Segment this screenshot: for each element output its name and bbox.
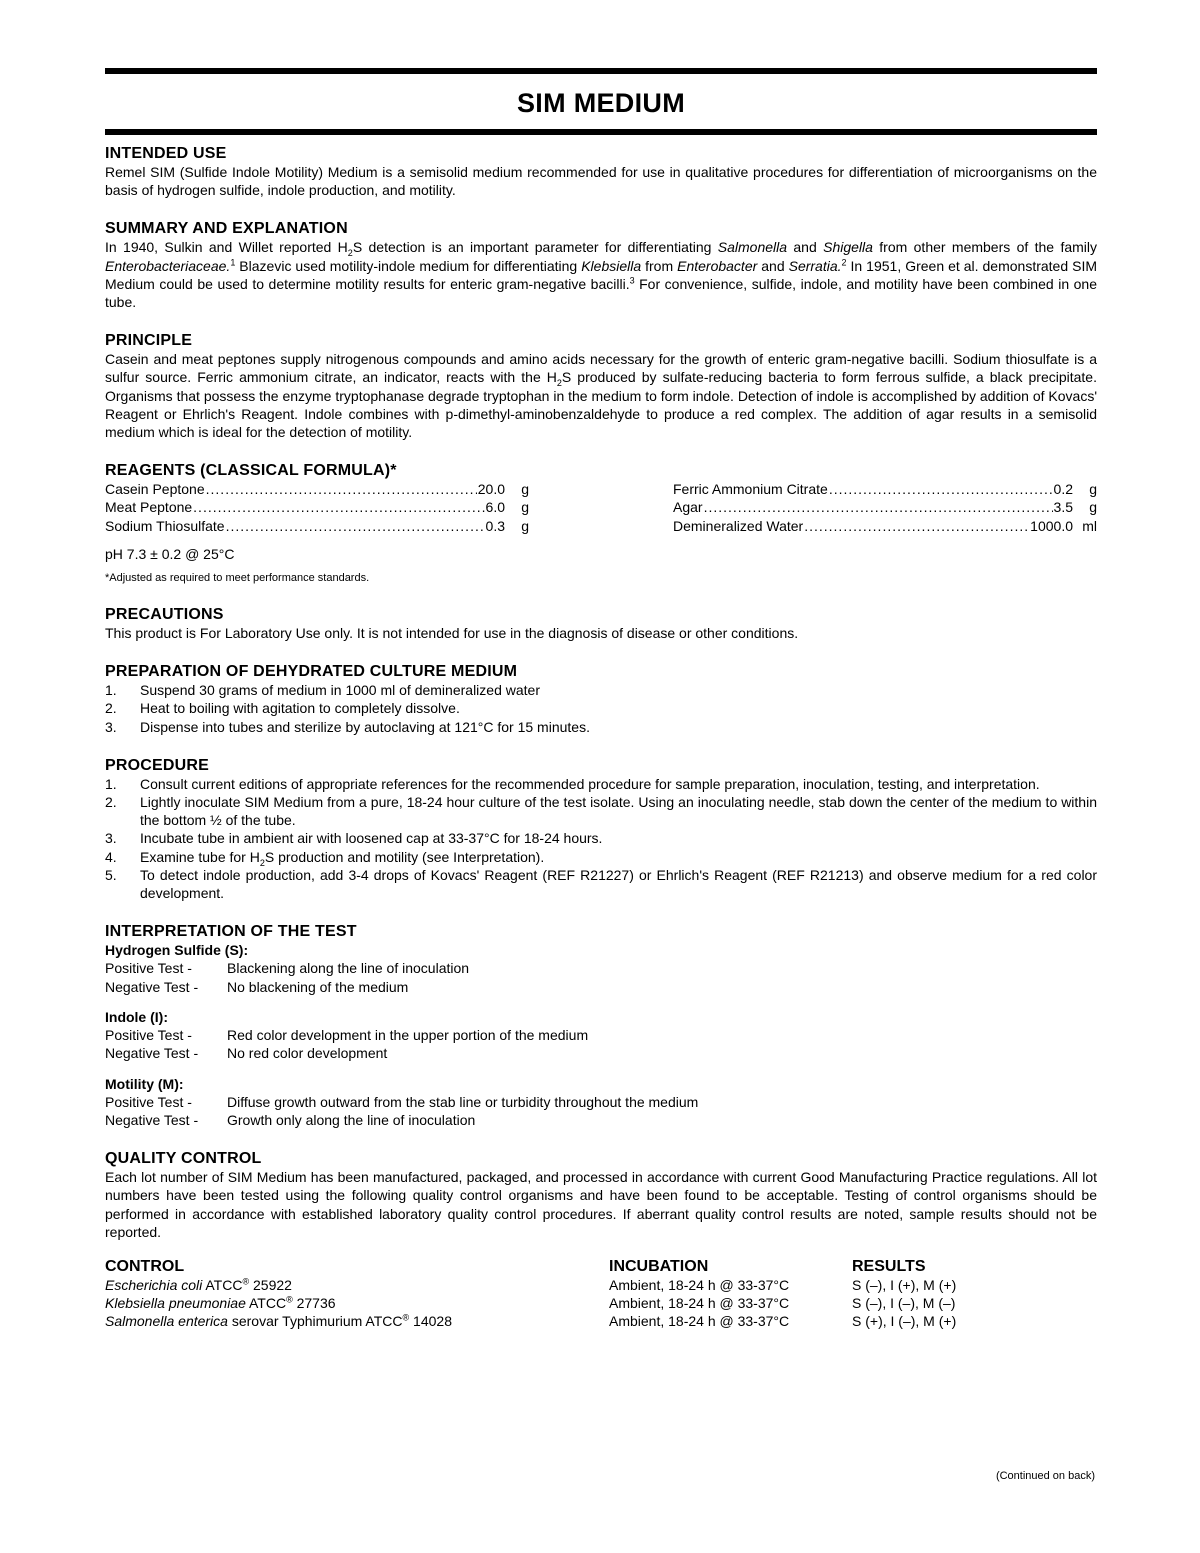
negative-row: Negative Test - Growth only along the line of inoculation — [105, 1111, 476, 1128]
section-heading: PREPARATION OF DEHYDRATED CULTURE MEDIUM — [105, 663, 518, 681]
reagent-row: Casein Peptone ..... 20.0 g — [105, 480, 529, 498]
list-item: 3. Dispense into tubes and sterilize by autoclaving at 121°C for 15 minutes. — [105, 718, 590, 735]
summary-text: In 1940, Sulkin and Willet reported $H_2S$ detection is an important parameter for differentiating Salmonella and Shigella from other members of the family Enterobacteriaceae.$^1$ Blazevic used motility-indole medium for differentiating Klebsiella from Enterobacter and Serratia.$^2$ In 1951, Green et al. demonstrated SIM Medium could be used to determine motility results for enteric gram-negative bacilli.$^3$ For convenience, sulfide, indole, and motility have been combined in one tube. — [105, 239, 1098, 311]
section-heading: QUALITY CONTROL — [105, 1150, 262, 1168]
precautions-text: This product is For Laboratory Use only. It is not intended for use in the diagnosis of disease or other conditions. — [105, 625, 799, 642]
interpretation-group — [105, 941, 1097, 996]
document-page — [105, 68, 1097, 1331]
group-title: Motility (M): — [105, 1075, 184, 1092]
list-item: 4. Examine tube for $H_2S$ production and motility (see Interpretation). — [105, 848, 545, 868]
table-row: Salmonella enterica serovar Typhimurium ATCC® 14028 Ambient, 18-24 h @ 33-37°C S (+), I (–), M (+) — [105, 1312, 957, 1330]
list-item: 1. Suspend 30 grams of medium in 1000 ml of demineralized water — [105, 682, 540, 699]
interpretation-group — [105, 1008, 1097, 1063]
top-rule — [105, 68, 1097, 74]
table-row: Klebsiella pneumoniae ATCC® 27736 Ambient, 18-24 h @ 33-37°C S (–), I (–), M (–) — [105, 1294, 956, 1312]
section-heading: PROCEDURE — [105, 756, 210, 774]
list-item: 2. Heat to boiling with agitation to completely dissolve. — [105, 700, 460, 717]
continued-footer: (Continued on back) — [995, 1470, 1095, 1482]
document-title: SIM MEDIUM — [517, 88, 685, 118]
reagents-left-column — [105, 480, 529, 535]
intended-use-section — [105, 144, 1097, 199]
quality-control-section — [105, 1149, 1097, 1330]
table-row: Escherichia coli ATCC® 25922 Ambient, 18-24 h @ 33-37°C S (–), I (+), M (+) — [105, 1276, 957, 1293]
qc-table — [105, 1257, 1097, 1331]
group-title: Indole (I): — [105, 1008, 168, 1025]
negative-row: Negative Test - No blackening of the medium — [105, 978, 409, 995]
reagents-section — [105, 461, 1097, 585]
qc-header-row: CONTROL INCUBATION RESULTS — [105, 1257, 926, 1275]
reagent-row: Ferric Ammonium Citrate ..... 0.2 g — [673, 480, 1097, 498]
precautions-section — [105, 605, 1097, 642]
list-item: 5. To detect indole production, add 3-4 drops of Kovacs' Reagent (REF R21227) or Ehrlich's Reagent (REF R21213) and observe medium for a red color development. — [105, 866, 1097, 902]
list-item: 2. Lightly inoculate SIM Medium from a pure, 18-24 hour culture of the test isolate. Using an inoculating needle, stab down the center of the medium to within the bottom ½ of the tube. — [105, 794, 1097, 829]
preparation-section — [105, 662, 1097, 736]
section-heading: SUMMARY AND EXPLANATION — [105, 220, 348, 238]
reagent-row: Sodium Thiosulfate ..... 0.3 g — [105, 517, 529, 535]
procedure-section — [105, 756, 1097, 902]
intended-use-text: Remel SIM (Sulfide Indole Motility) Medium is a semisolid medium recommended for use in qualitative procedures for differentiation of microorganisms on the basis of hydrogen sulfide, indole production, and motility. — [105, 164, 1097, 199]
section-heading: INTENDED USE — [105, 145, 227, 162]
quality-control-text: Each lot number of SIM Medium has been manufactured, packaged, and processed in accordance with current Good Manufacturing Practice regulations. All lot numbers have been tested using the following quality control organisms and have been found to be acceptable. Testing of control organisms should be performed in accordance with established laboratory quality control procedures. If aberrant quality control results are noted, sample results should not be reported. — [105, 1169, 1097, 1240]
reagents-right-column — [673, 480, 1097, 535]
reagent-row: Agar ..... 3.5 g — [673, 498, 1097, 516]
summary-section — [105, 219, 1097, 311]
reagent-row: Demineralized Water ..... 1000.0 ml — [673, 517, 1097, 535]
positive-row: Positive Test - Diffuse growth outward from the stab line or turbidity throughout the medium — [105, 1093, 699, 1110]
procedure-steps — [105, 775, 1097, 902]
section-heading: PRINCIPLE — [105, 332, 193, 350]
group-title: Hydrogen Sulfide (S): — [105, 942, 249, 959]
section-heading: PRECAUTIONS — [105, 606, 224, 624]
reagent-row: Meat Peptone ..... 6.0 g — [105, 498, 529, 516]
list-item: 1. Consult current editions of appropriate references for the recommended procedure for sample preparation, inoculation, testing, and interpretation. — [105, 775, 1040, 792]
list-item: 3. Incubate tube in ambient air with loosened cap at 33-37°C for 18-24 hours. — [105, 830, 603, 847]
ph-value: pH 7.3 ± 0.2 @ 25°C — [105, 545, 235, 562]
interpretation-group — [105, 1075, 1097, 1130]
preparation-steps — [105, 681, 1097, 736]
title-underline-rule — [105, 129, 1097, 135]
interpretation-section — [105, 922, 1097, 1129]
reagents-table — [105, 480, 1097, 535]
section-heading: REAGENTS (CLASSICAL FORMULA)* — [105, 462, 397, 480]
section-heading: INTERPRETATION OF THE TEST — [105, 923, 357, 941]
principle-text: Casein and meat peptones supply nitrogenous compounds and amino acids necessary for the growth of enteric gram-negative bacilli. Sodium thiosulfate is a sulfur source. Ferric ammonium citrate, an indicator, reacts with the $H_2S$ produced by sulfate-reducing bacteria to form ferrous sulfide, a black precipitate. Organisms that possess the enzyme tryptophanase degrade tryptophan in the medium to form indole. Detection of indole is accomplished by addition of Kovacs' Reagent or Ehrlich's Reagent. Indole combines with p-dimethyl-aminobenzaldehyde to produce a red complex. The addition of agar results in a semisolid medium which is ideal for the detection of motility. — [105, 351, 1097, 441]
negative-row: Negative Test - No red color development — [105, 1045, 388, 1062]
positive-row: Positive Test - Blackening along the line of inoculation — [105, 960, 470, 977]
positive-row: Positive Test - Red color development in the upper portion of the medium — [105, 1027, 589, 1044]
principle-section — [105, 331, 1097, 441]
reagents-footnote: *Adjusted as required to meet performance standards. — [105, 572, 370, 585]
